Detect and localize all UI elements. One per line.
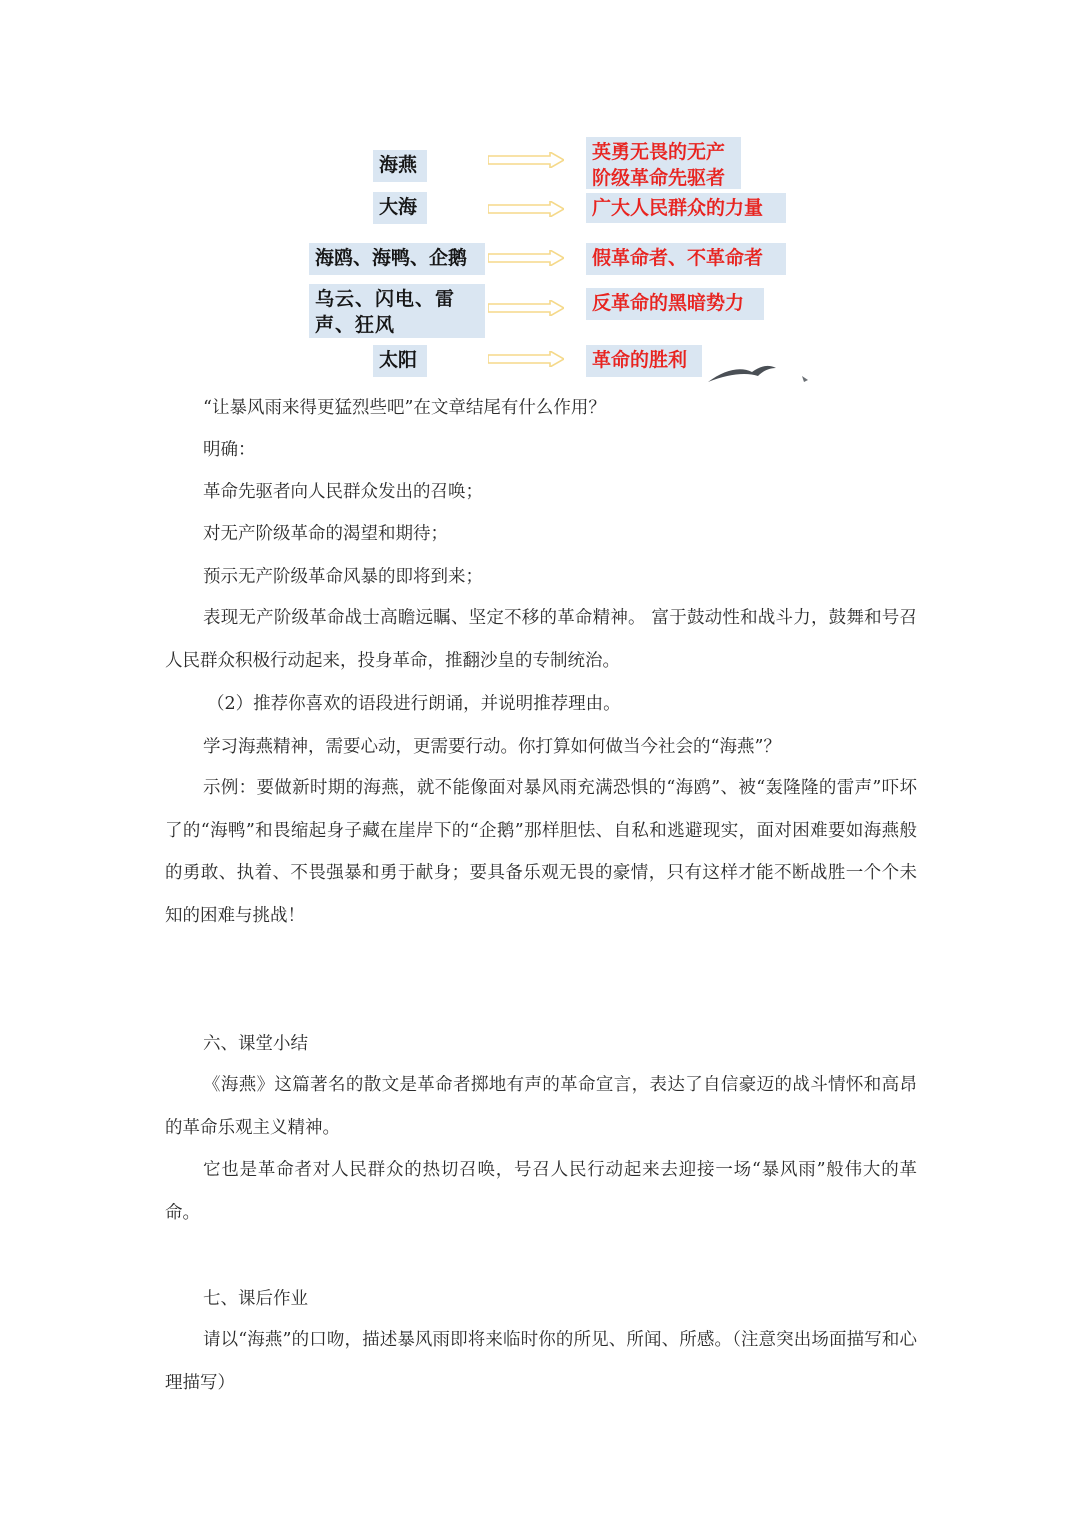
arrow-2 bbox=[488, 201, 564, 217]
answer-item-1: 革命先驱者向人民群众发出的召唤； bbox=[203, 482, 483, 502]
meaning-box-masses: 广大人民群众的力量 bbox=[586, 193, 786, 223]
arrow-3 bbox=[488, 250, 564, 266]
symbol-box-sun: 太阳 bbox=[373, 345, 427, 377]
answer-item-4: 表现无产阶级革命战士高瞻远瞩、坚定不移的革命精神。 富于鼓动性和战斗力，鼓舞和号召人民群众积极行动起来，投身革命，推翻沙皇的专制统治。 bbox=[165, 608, 917, 671]
symbol-box-storm: 乌云、闪电、雷声、狂风 bbox=[309, 284, 485, 338]
arrow-4 bbox=[488, 300, 564, 316]
question-2: （2）推荐你喜欢的语段进行朗诵，并说明推荐理由。 bbox=[207, 694, 621, 714]
arrow-1 bbox=[488, 152, 564, 168]
section-7-paragraph-1: 请以“海燕”的口吻，描述暴风雨即将来临时你的所见、所闻、所感。（注意突出场面描写和心理描写） bbox=[165, 1330, 917, 1393]
meaning-box-dark-forces: 反革命的黑暗势力 bbox=[586, 288, 764, 320]
meaning-box-victory: 革命的胜利 bbox=[586, 345, 702, 377]
symbol-box-dahai: 大海 bbox=[373, 192, 427, 224]
question-3: 学习海燕精神，需要心动，更需要行动。你打算如何做当今社会的“海燕”？ bbox=[203, 737, 781, 757]
answer-item-3: 预示无产阶级革命风暴的即将到来； bbox=[203, 567, 483, 587]
symbol-box-haiyan: 海燕 bbox=[373, 150, 427, 182]
section-7-title: 七、课后作业 bbox=[203, 1289, 308, 1309]
arrow-5 bbox=[488, 351, 564, 367]
example-answer: 示例：要做新时期的海燕，就不能像面对暴风雨充满恐惧的“海鸥”、被“轰隆隆的雷声”吓坏了的“海鸭”和畏缩起身子藏在崖岸下的“企鹅”那样胆怯、自私和逃避现实，面对困难要如海燕般的勇敢、执着、不畏强暴和勇于献身；要具备乐观无畏的豪情，只有这样才能不断战胜一个个未知的困难与挑战！ bbox=[165, 778, 917, 926]
meaning-box-vanguard: 英勇无畏的无产阶级革命先驱者 bbox=[586, 137, 741, 189]
answer-label: 明确： bbox=[203, 440, 256, 460]
symbol-box-birds: 海鸥、海鸭、企鹅 bbox=[309, 243, 485, 275]
answer-item-2: 对无产阶级革命的渴望和期待； bbox=[203, 524, 448, 544]
question-1: “让暴风雨来得更猛烈些吧”在文章结尾有什么作用？ bbox=[203, 398, 606, 418]
section-6-title: 六、课堂小结 bbox=[203, 1034, 308, 1054]
section-6-paragraph-1: 《海燕》这篇著名的散文是革命者掷地有声的革命宣言，表达了自信豪迈的战斗情怀和高昂的革命乐观主义精神。 bbox=[165, 1075, 917, 1138]
section-6-paragraph-2: 它也是革命者对人民群众的热切召唤，号召人民行动起来去迎接一场“暴风雨”般伟大的革命。 bbox=[165, 1160, 917, 1223]
meaning-box-fake-revolutionaries: 假革命者、不革命者 bbox=[586, 243, 786, 275]
seagull-icon bbox=[706, 358, 810, 388]
